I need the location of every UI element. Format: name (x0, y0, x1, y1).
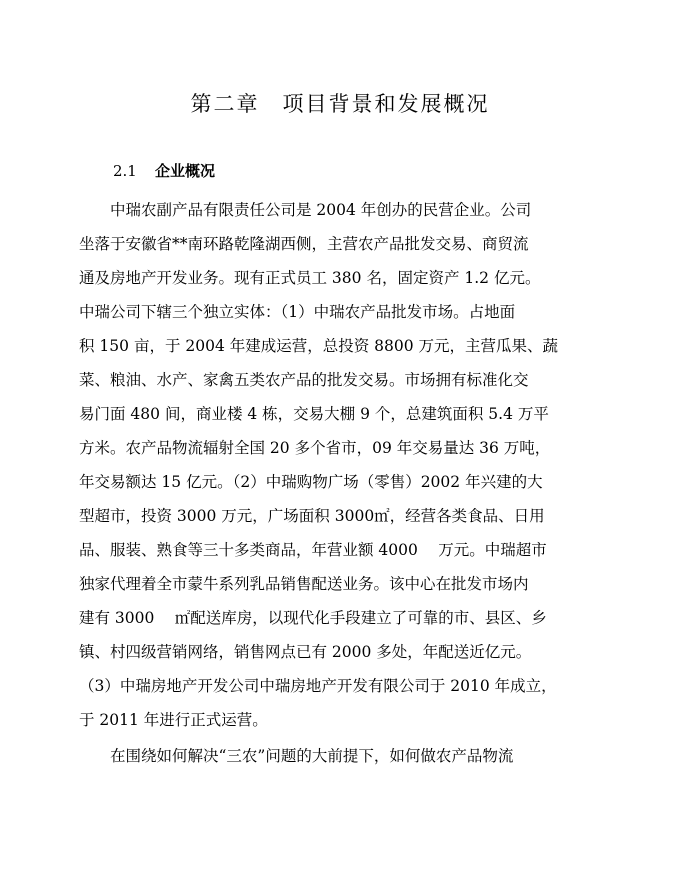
body-text-line: 积 150 亩，于 2004 年建成运营，总投资 8800 万元，主营瓜果、蔬 (79, 337, 559, 355)
body-text-line: 在围绕如何解决“三农”问题的大前提下，如何做农产品物流 (79, 747, 514, 765)
body-text-line: 镇、村四级营销网络，销售网点已有 2000 多处，年配送近亿元。 (79, 643, 532, 661)
body-text-line: 易门面 480 间，商业楼 4 栋，交易大棚 9 个，总建筑面积 5.4 万平 (79, 405, 549, 423)
chapter-title: 第二章 项目背景和发展概况 (190, 92, 490, 116)
body-text-line: 中瑞公司下辖三个独立实体：（1）中瑞农产品批发市场。占地面 (79, 303, 516, 321)
section-number: 2.1 (113, 162, 137, 180)
body-text-line: 建有 3000 ㎡配送库房，以现代化手段建立了可靠的市、县区、乡 (79, 609, 547, 627)
body-text-line: 于 2011 年进行正式运营。 (79, 711, 268, 729)
body-text-line: 年交易额达 15 亿元。（2）中瑞购物广场（零售）2002 年兴建的大 (79, 473, 543, 491)
body-text-line: 中瑞农副产品有限责任公司是 2004 年创办的民营企业。公司 (79, 201, 532, 219)
section-heading (113, 160, 215, 181)
body-text-line: 独家代理着全市蒙牛系列乳品销售配送业务。该中心在批发市场内 (79, 575, 529, 593)
section-title: 企业概况 (155, 162, 216, 180)
body-text-line: 型超市，投资 3000 万元，广场面积 3000㎡，经营各类食品、日用 (79, 507, 545, 525)
body-text-line: 通及房地产开发业务。现有正式员工 380 名，固定资产 1.2 亿元。 (79, 269, 541, 287)
body-text-line: 坐落于安徽省**南环路乾隆湖西侧，主营农产品批发交易、商贸流 (79, 235, 529, 253)
body-text-line: 品、服装、熟食等三十多类商品，年营业额 4000 万元。中瑞超市 (79, 541, 547, 559)
body-text-line: 方米。农产品物流辐射全国 20 多个省市，09 年交易量达 36 万吨， (79, 439, 551, 457)
body-text-line: （3）中瑞房地产开发公司中瑞房地产开发有限公司于 2010 年成立， (79, 677, 557, 695)
body-text-line: 菜、粮油、水产、家禽五类农产品的批发交易。市场拥有标准化交 (79, 371, 529, 389)
